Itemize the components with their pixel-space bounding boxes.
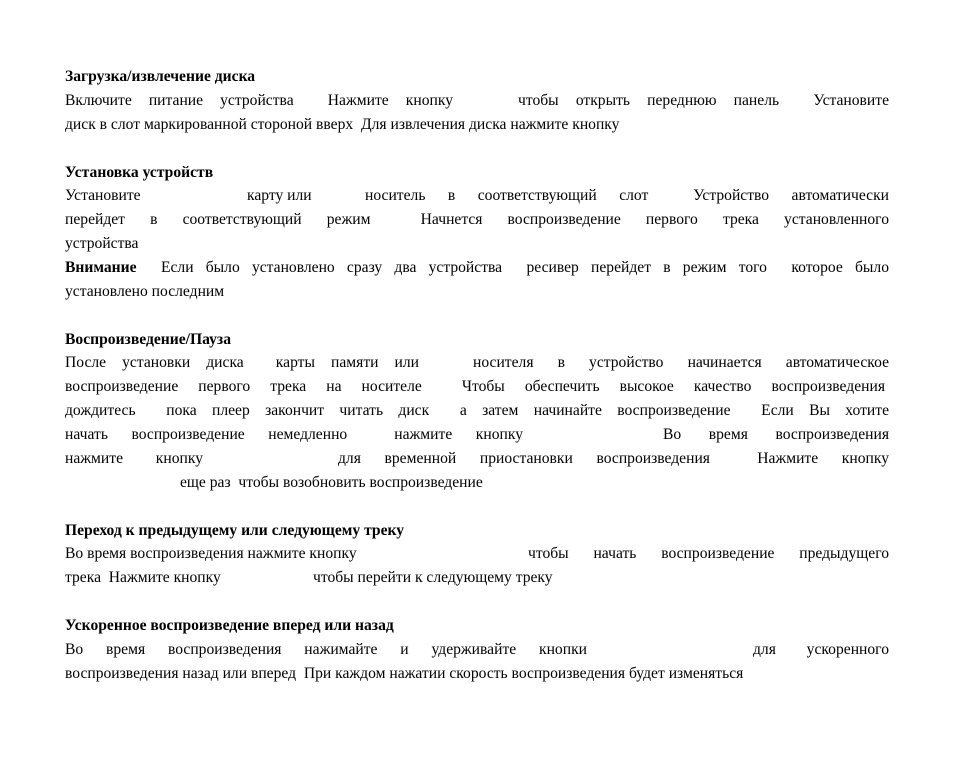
paragraph-line (65, 543, 889, 565)
text-segment: чтобы перейти к следующему треку (313, 569, 553, 586)
text-segment: нажмите кнопку (65, 450, 203, 467)
paragraph-line: устройства (65, 235, 139, 252)
text-segment: Во время воспроизведения (663, 426, 889, 443)
text-segment: Во время воспроизведения нажмите кнопку (65, 545, 357, 562)
text-segment: После установки диска карты памяти или (65, 354, 419, 371)
text-segment: чтобы начать воспроизведение предыдущего (528, 545, 889, 562)
section-heading-track-skip: Переход к предыдущему или следующему треку (65, 522, 405, 539)
warning-text: Если было установлено сразу два устройства ресивер перейдет в режим того которое было (136, 259, 889, 276)
section-heading-devices: Установка устройств (65, 164, 214, 181)
section-heading-disc: Загрузка/извлечение диска (65, 68, 256, 85)
text-segment: Включите питание устройства Нажмите кнопку (65, 92, 453, 109)
text-segment: трека Нажмите кнопку (65, 569, 221, 586)
paragraph-line: дождитесь пока плеер закончит читать диск а затем начинайте воспроизведение Если Вы хотите (65, 402, 889, 419)
paragraph-line: воспроизведения назад или вперед При каждом нажатии скорость воспроизведения будет изменяться (65, 665, 744, 682)
paragraph-line (65, 185, 889, 207)
paragraph-line: еще раз чтобы возобновить воспроизведение (180, 474, 483, 491)
text-segment: Установите (65, 187, 141, 204)
paragraph-line (65, 90, 889, 112)
text-segment: карту или (247, 187, 312, 204)
paragraph-line (65, 567, 889, 589)
text-segment: для ускоренного (753, 641, 889, 658)
paragraph-line: установлено последним (65, 283, 225, 300)
section-heading-fast-forward: Ускоренное воспроизведение вперед или назад (65, 617, 394, 634)
text-segment: носителя в устройство начинается автоматическое (473, 354, 889, 371)
text-segment: Во время воспроизведения нажимайте и удерживайте кнопки (65, 641, 587, 658)
warning-label: Внимание (65, 259, 137, 276)
paragraph-line (65, 448, 889, 470)
text-segment: для временной приостановки воспроизведения Нажмите кнопку (338, 450, 889, 467)
section-heading-play-pause: Воспроизведение/Пауза (65, 331, 231, 348)
warning-line (65, 257, 889, 279)
paragraph-line (65, 352, 889, 374)
text-segment: начать воспроизведение немедленно нажмите кнопку (65, 426, 523, 443)
text-segment: чтобы открыть переднюю панель Установите (518, 92, 889, 109)
paragraph-line: перейдет в соответствующий режим Начнется воспроизведение первого трека установленного (65, 211, 889, 228)
text-segment: носитель в соответствующий слот Устройство автоматически (365, 187, 889, 204)
paragraph-line: воспроизведение первого трека на носителе Чтобы обеспечить высокое качество воспроизведения (65, 378, 885, 395)
paragraph-line (65, 424, 889, 446)
paragraph-line (65, 639, 889, 661)
paragraph-line: диск в слот маркированной стороной вверх Для извлечения диска нажмите кнопку (65, 116, 620, 133)
